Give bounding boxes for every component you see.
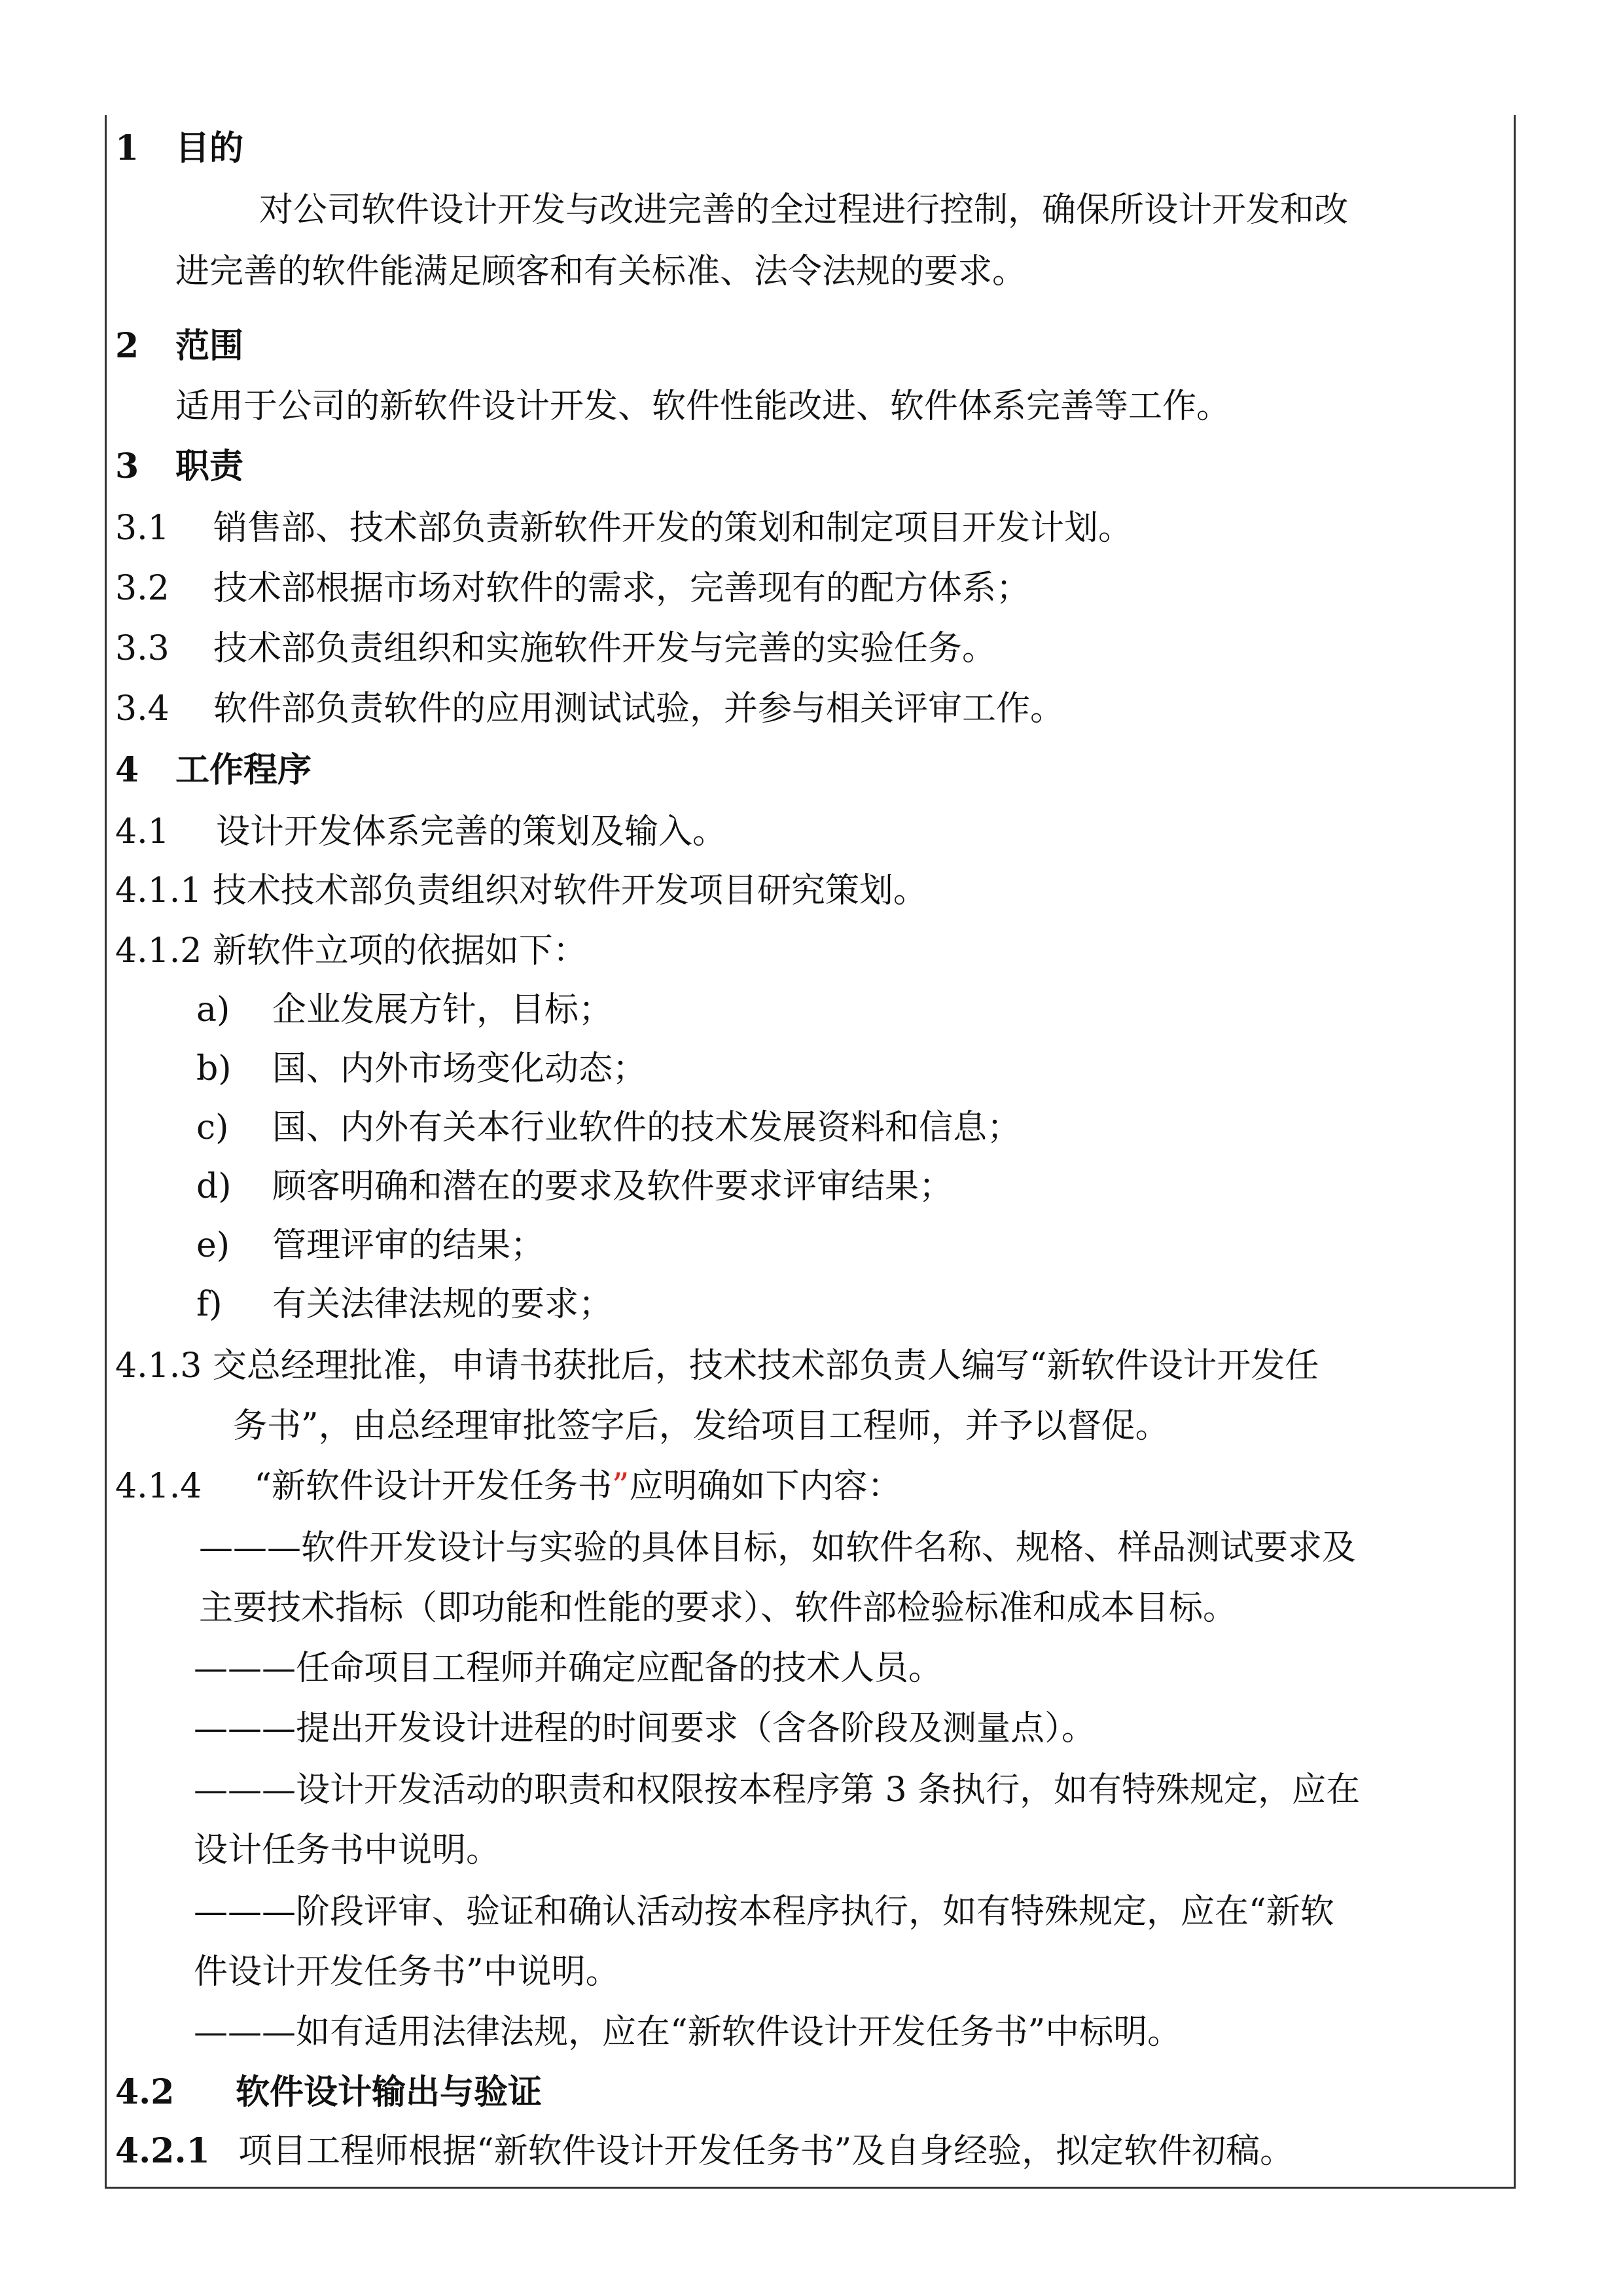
content-line-7: ———阶段评审、验证和确认活动按本程序执行，如有特殊规定，应在“新软 <box>194 1892 1334 1931</box>
item-4-1-4-number: 4.1.4 <box>115 1467 202 1506</box>
content-line-1: ———软件开发设计与实验的具体目标，如软件名称、规格、样品测试要求及 <box>199 1528 1357 1568</box>
item-4-1-4-line <box>115 1466 902 1507</box>
basis-text-b: 国、内外市场变化动态； <box>272 1049 647 1088</box>
section-4-2-title: 软件设计输出与验证 <box>236 2072 543 2112</box>
content-line-8: 件设计开发任务书”中说明。 <box>194 1952 620 1992</box>
section-1-number: 1 <box>115 128 139 168</box>
item-4-1-4-quote: “新软件设计开发任务书 <box>254 1467 612 1506</box>
item-3-1-number: 3.1 <box>115 509 169 548</box>
content-line-5: ———设计开发活动的职责和权限按本程序第 3 条执行，如有特殊规定，应在 <box>194 1770 1361 1810</box>
item-3-2-number: 3.2 <box>115 569 169 608</box>
basis-text-e: 管理评审的结果； <box>272 1226 545 1265</box>
section-2-number: 2 <box>115 326 139 366</box>
section-3-number: 3 <box>115 446 139 486</box>
section-1-para-line1: 对公司软件设计开发与改进完善的全过程进行控制，确保所设计开发和改 <box>259 190 1349 230</box>
section-2-title: 范围 <box>175 326 244 366</box>
item-4-1-4-close-quote: ” <box>611 1467 630 1506</box>
section-4-title: 工作程序 <box>175 750 312 790</box>
item-3-3-number: 3.3 <box>115 629 169 668</box>
content-line-6: 设计任务书中说明。 <box>194 1831 501 1870</box>
item-4-1-text: 设计开发体系完善的策划及输入。 <box>216 812 727 852</box>
item-4-1-2: 4.1.2 新软件立项的依据如下： <box>115 931 587 971</box>
section-2-para: 适用于公司的新软件设计开发、软件性能改进、软件体系完善等工作。 <box>175 387 1231 426</box>
content-line-2: 主要技术指标（即功能和性能的要求）、软件部检验标准和成本目标。 <box>199 1588 1238 1628</box>
content-line-3: ———任命项目工程师并确定应配备的技术人员。 <box>194 1649 943 1688</box>
basis-label-e: e) <box>196 1226 230 1265</box>
item-4-2-1-text: 项目工程师根据“新软件设计开发任务书”及自身经验，拟定软件初稿。 <box>238 2132 1294 2171</box>
section-3-title: 职责 <box>175 446 244 486</box>
item-4-1-number: 4.1 <box>115 812 169 852</box>
item-4-1-1: 4.1.1 技术技术部负责组织对软件开发项目研究策划。 <box>115 871 927 910</box>
content-line-9: ———如有适用法律法规，应在“新软件设计开发任务书”中标明。 <box>194 2013 1182 2052</box>
section-1-title: 目的 <box>175 128 244 168</box>
basis-label-c: c) <box>196 1108 229 1147</box>
basis-label-f: f) <box>196 1285 223 1324</box>
basis-text-c: 国、内外有关本行业软件的技术发展资料和信息； <box>272 1108 1022 1147</box>
item-4-1-3-line2: 务书”，由总经理审批签字后，发给项目工程师，并予以督促。 <box>233 1407 1169 1446</box>
section-4-2-number: 4.2 <box>115 2072 175 2112</box>
basis-text-f: 有关法律法规的要求； <box>272 1285 613 1324</box>
item-3-1-text: 销售部、技术部负责新软件开发的策划和制定项目开发计划。 <box>213 509 1133 548</box>
basis-label-a: a) <box>196 990 230 1030</box>
basis-label-d: d) <box>196 1167 232 1206</box>
section-4-number: 4 <box>115 750 139 790</box>
item-3-3-text: 技术部负责组织和实施软件开发与完善的实验任务。 <box>213 629 997 668</box>
basis-text-a: 企业发展方针，目标； <box>272 990 613 1030</box>
item-3-4-text: 软件部负责软件的应用测试试验，并参与相关评审工作。 <box>213 689 1065 728</box>
item-4-1-3-line1: 4.1.3 交总经理批准，申请书获批后，技术技术部负责人编写“新软件设计开发任 <box>115 1346 1319 1386</box>
item-3-2-text: 技术部根据市场对软件的需求，完善现有的配方体系； <box>213 569 1031 608</box>
section-1-para-line2: 进完善的软件能满足顾客和有关标准、法令法规的要求。 <box>175 252 1027 291</box>
item-4-1-4-rest: 应明确如下内容： <box>629 1467 902 1506</box>
content-line-4: ———提出开发设计进程的时间要求（含各阶段及测量点）。 <box>194 1709 1096 1748</box>
item-3-4-number: 3.4 <box>115 689 169 728</box>
item-4-2-1-number: 4.2.1 <box>115 2131 210 2171</box>
basis-text-d: 顾客明确和潜在的要求及软件要求评审结果； <box>272 1167 954 1206</box>
basis-label-b: b) <box>196 1049 232 1088</box>
